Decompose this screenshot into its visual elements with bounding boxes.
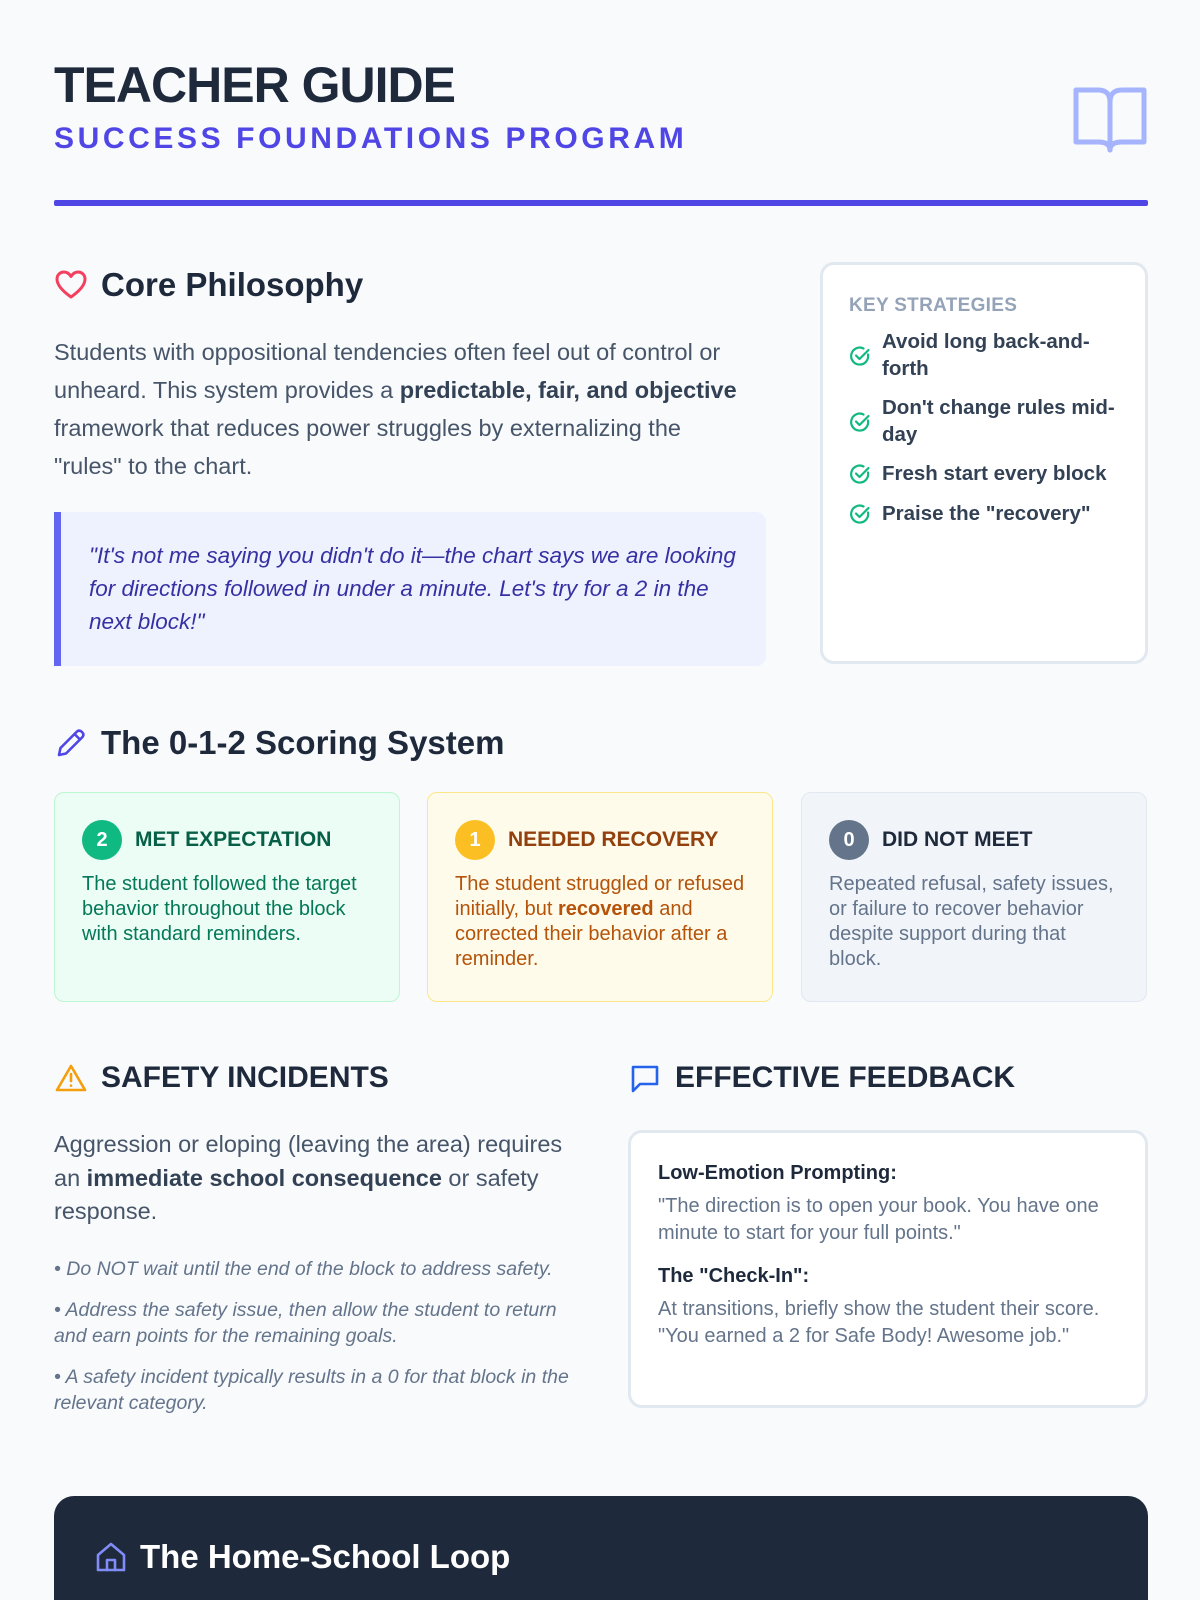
core-philosophy-heading <box>54 266 363 304</box>
chat-bubble-icon <box>629 1062 661 1094</box>
strategy-label: Praise the "recovery" <box>882 501 1091 525</box>
core-text-part: framework that reduces power struggles by externalizing the "rules" to the chart. <box>54 415 681 479</box>
safety-bullet: • A safety incident typically results in a 0 for that block in the relevant category. <box>54 1365 569 1414</box>
section-title: The Home-School Loop <box>140 1538 511 1575</box>
page-title: TEACHER GUIDE <box>54 57 455 113</box>
pencil-icon <box>55 727 87 759</box>
score-label: NEEDED RECOVERY <box>508 828 719 851</box>
home-school-loop-heading <box>94 1538 510 1576</box>
core-philosophy-text <box>54 333 754 485</box>
feedback-item-text: At transitions, briefly show the student their score. "You earned a 2 for Safe Body! Awesome job." <box>658 1298 1100 1347</box>
score-label: MET EXPECTATION <box>135 828 332 851</box>
score-card-0 <box>801 792 1147 1002</box>
score-number-badge: 0 <box>829 820 869 860</box>
check-circle-icon <box>849 503 871 525</box>
strategy-item <box>849 501 1121 528</box>
page-subtitle: SUCCESS FOUNDATIONS PROGRAM <box>54 122 688 155</box>
check-circle-icon <box>849 463 871 485</box>
score-card-2 <box>54 792 400 1002</box>
score-label: DID NOT MEET <box>882 828 1033 851</box>
strategy-label: Fresh start every block <box>882 462 1107 485</box>
score-description-part: and corrected their behavior after a reminder. <box>455 898 728 970</box>
section-title: The 0-1-2 Scoring System <box>101 724 505 761</box>
strategy-label: Don't change rules mid-day <box>882 396 1115 446</box>
safety-text-emphasis: immediate school consequence <box>86 1164 442 1191</box>
effective-feedback-heading <box>628 1061 1015 1095</box>
section-title: EFFECTIVE FEEDBACK <box>675 1061 1016 1094</box>
strategy-item <box>849 395 1121 448</box>
score-description: The student followed the target behavior throughout the block with standard reminders. <box>82 873 357 945</box>
safety-bullet-list <box>54 1256 582 1431</box>
strategy-label: Avoid long back-and-forth <box>882 330 1090 380</box>
score-description-part: The student struggled or refused initially, but <box>455 873 745 920</box>
effective-feedback-card <box>628 1130 1148 1408</box>
core-text-emphasis: predictable, fair, and objective <box>399 377 737 403</box>
safety-incidents-heading <box>54 1061 389 1095</box>
safety-text-part: Aggression or eloping (leaving the area) requires an <box>54 1131 563 1191</box>
strategy-item <box>849 329 1121 382</box>
check-circle-icon <box>849 345 871 367</box>
core-text-part: Students with oppositional tendencies often feel out of control or unheard. This system provides a <box>54 339 721 403</box>
strategy-item <box>849 461 1121 488</box>
key-strategies-card <box>820 262 1148 664</box>
philosophy-quote: "It's not me saying you didn't do it—the chart says we are looking for directions followed in under a minute. Let's try for a 2 in the next block!" <box>54 512 766 666</box>
key-strategies-title: KEY STRATEGIES <box>849 295 1018 316</box>
key-strategies-list <box>849 329 1121 527</box>
book-open-icon <box>1072 84 1148 156</box>
feedback-item-title: The "Check-In": <box>658 1265 810 1287</box>
feedback-item-text: "The direction is to open your book. You have one minute to start for your full points." <box>658 1195 1099 1244</box>
score-card-1 <box>427 792 773 1002</box>
section-title: Core Philosophy <box>101 266 364 303</box>
check-circle-icon <box>849 411 871 433</box>
safety-bullet: • Address the safety issue, then allow the student to return and earn points for the remaining goals. <box>54 1298 557 1347</box>
score-number-badge: 2 <box>82 820 122 860</box>
heart-icon <box>55 270 87 300</box>
score-description: Repeated refusal, safety issues, or failure to recover behavior despite support during that block. <box>829 873 1114 970</box>
safety-bullet: • Do NOT wait until the end of the block to address safety. <box>54 1258 553 1280</box>
teacher-guide-page <box>54 0 1148 1600</box>
score-description-emphasis: recovered <box>558 898 654 920</box>
page-header <box>54 58 1148 156</box>
header-divider <box>54 200 1148 206</box>
section-title: SAFETY INCIDENTS <box>101 1061 389 1094</box>
safety-text-part: or safety response. <box>54 1164 539 1224</box>
warning-icon <box>55 1063 87 1093</box>
home-icon <box>94 1540 128 1574</box>
score-description <box>455 872 746 972</box>
feedback-item-title: Low-Emotion Prompting: <box>658 1162 897 1184</box>
scoring-system-heading <box>54 724 504 762</box>
safety-text <box>54 1128 574 1229</box>
score-number-badge: 1 <box>455 820 495 860</box>
home-school-loop-panel <box>54 1496 1148 1600</box>
